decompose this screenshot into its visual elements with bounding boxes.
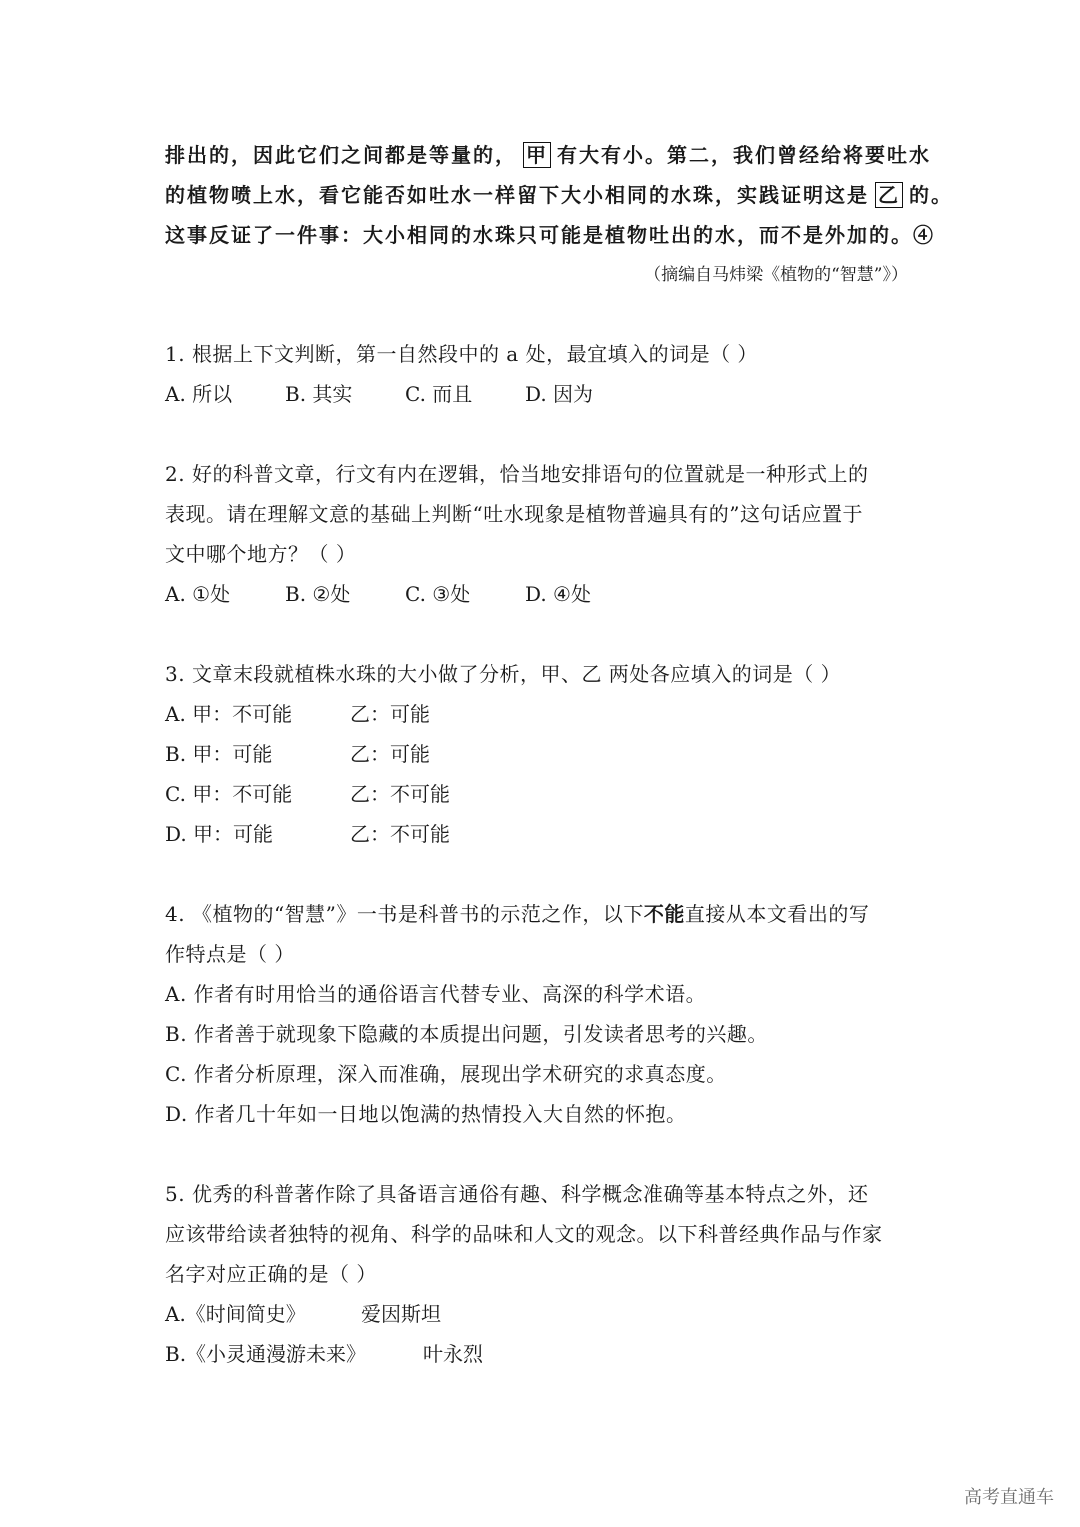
question-1-options bbox=[165, 380, 593, 408]
question-1-option-a[interactable]: A. 所以 bbox=[165, 382, 233, 406]
question-2-option-c[interactable]: C. ③处 bbox=[405, 582, 471, 606]
question-3-stem: 3. 文章末段就植株水珠的大小做了分析，甲、乙 两处各应填入的词是（ ） bbox=[165, 662, 842, 686]
question-4-option-d[interactable]: D. 作者几十年如一日地以饱满的热情投入大自然的怀抱。 bbox=[165, 1102, 687, 1126]
question-2-stem-line-2: 表现。请在理解文意的基础上判断“吐水现象是植物普遍具有的”这句话应置于 bbox=[165, 502, 863, 526]
question-4-stem-line-2: 作特点是（ ） bbox=[165, 942, 295, 966]
watermark: 高考直通车 bbox=[964, 1487, 1054, 1508]
passage-source: （摘编自马炜梁《植物的“智慧”》） bbox=[644, 265, 908, 285]
passage-line-1: 排出的，因此它们之间都是等量的， 甲 有大有小。第二，我们曾经给将要吐水 bbox=[165, 143, 931, 167]
question-2-stem-line-3: 文中哪个地方？（ ） bbox=[165, 542, 357, 566]
question-1-stem: 1. 根据上下文判断，第一自然段中的 a 处，最宜填入的词是（ ） bbox=[165, 342, 758, 366]
question-3-option-b[interactable]: B. 甲：可能 乙：可能 bbox=[165, 742, 430, 766]
question-1-option-d[interactable]: D. 因为 bbox=[525, 382, 594, 406]
question-5-stem-line-1: 5. 优秀的科普著作除了具备语言通俗有趣、科学概念准确等基本特点之外，还 bbox=[165, 1182, 869, 1206]
question-2-options bbox=[165, 580, 591, 608]
question-5-stem-line-2: 应该带给读者独特的视角、科学的品味和人文的观念。以下科普经典作品与作家 bbox=[165, 1222, 883, 1246]
passage-line-2: 的植物喷上水，看它能否如吐水一样留下大小相同的水珠，实践证明这是 乙 的。 bbox=[165, 183, 953, 207]
question-1-option-c[interactable]: C. 而且 bbox=[405, 382, 473, 406]
question-1-option-b[interactable]: B. 其实 bbox=[285, 382, 353, 406]
question-3-option-d[interactable]: D. 甲：可能 乙：不可能 bbox=[165, 822, 450, 846]
question-5-option-a[interactable]: A.《时间简史》 爱因斯坦 bbox=[165, 1302, 441, 1326]
question-3-option-a[interactable]: A. 甲：不可能 乙：可能 bbox=[165, 702, 430, 726]
passage-line-3: 这事反证了一件事：大小相同的水珠只可能是植物吐出的水，而不是外加的。④ bbox=[165, 223, 935, 247]
question-4-option-b[interactable]: B. 作者善于就现象下隐藏的本质提出问题，引发读者思考的兴趣。 bbox=[165, 1022, 768, 1046]
question-5-stem-line-3: 名字对应正确的是（ ） bbox=[165, 1262, 377, 1286]
question-2-option-b[interactable]: B. ②处 bbox=[285, 582, 351, 606]
question-4-option-c[interactable]: C. 作者分析原理，深入而准确，展现出学术研究的求真态度。 bbox=[165, 1062, 727, 1086]
question-4-option-a[interactable]: A. 作者有时用恰当的通俗语言代替专业、高深的科学术语。 bbox=[165, 982, 707, 1006]
question-5-option-b[interactable]: B.《小灵通漫游未来》 叶永烈 bbox=[165, 1342, 483, 1366]
blank-box-jia: 甲 bbox=[523, 142, 551, 168]
question-4-stem-line-1: 4. 《植物的“智慧”》一书是科普书的示范之作，以下不能直接从本文看出的写 bbox=[165, 902, 870, 926]
question-2-stem-line-1: 2. 好的科普文章，行文有内在逻辑，恰当地安排语句的位置就是一种形式上的 bbox=[165, 462, 869, 486]
emphasis-not: 不能 bbox=[643, 902, 685, 926]
question-2-option-d[interactable]: D. ④处 bbox=[525, 582, 591, 606]
question-3-option-c[interactable]: C. 甲：不可能 乙：不可能 bbox=[165, 782, 450, 806]
blank-box-yi: 乙 bbox=[875, 182, 903, 208]
question-2-option-a[interactable]: A. ①处 bbox=[165, 582, 231, 606]
